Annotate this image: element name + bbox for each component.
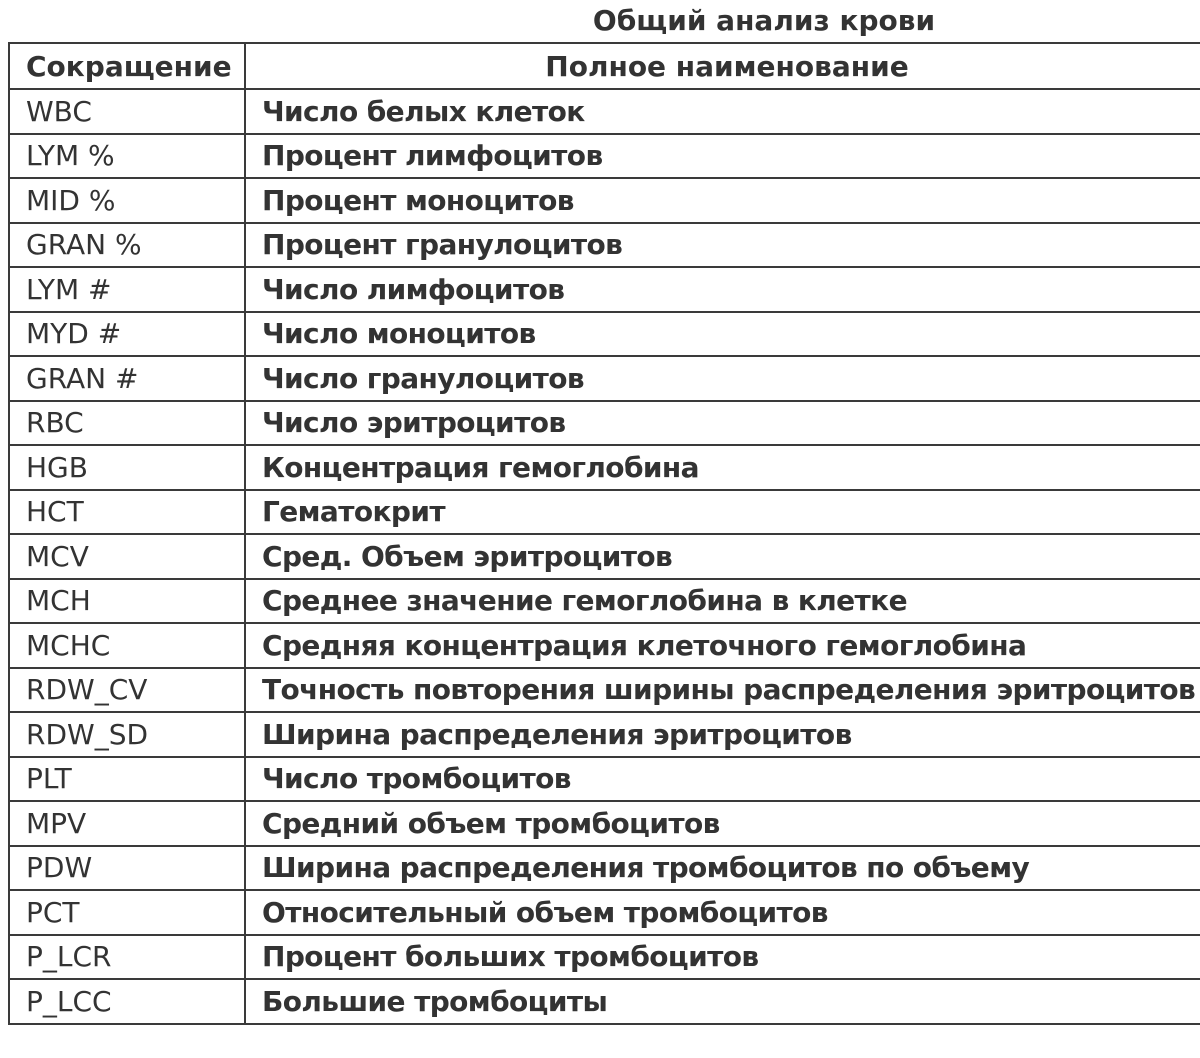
- table-row: [9, 979, 1200, 1024]
- table-row: [9, 445, 1200, 490]
- full-name-cell: Ширина распределения эритроцитов: [245, 712, 1200, 757]
- full-name-cell: Процент больших тромбоцитов: [245, 935, 1200, 980]
- full-name-cell: Гематокрит: [245, 490, 1200, 535]
- table-row: [9, 312, 1200, 357]
- abbreviation-cell: LYM #: [9, 267, 245, 312]
- abbreviation-cell: MCH: [9, 579, 245, 624]
- header-full-name: Полное наименование: [245, 43, 1200, 89]
- abbreviation-cell: PCT: [9, 890, 245, 935]
- table-row: [9, 846, 1200, 891]
- full-name-cell: Число лимфоцитов: [245, 267, 1200, 312]
- table-row: [9, 668, 1200, 713]
- full-name-cell: Большие тромбоциты: [245, 979, 1200, 1024]
- abbreviation-cell: P_LCC: [9, 979, 245, 1024]
- table-row: [9, 712, 1200, 757]
- abbreviation-cell: GRAN #: [9, 356, 245, 401]
- full-name-cell: Относительный объем тромбоцитов: [245, 890, 1200, 935]
- header-abbreviation: Сокращение: [9, 43, 245, 89]
- full-name-cell: Точность повторения ширины распределения эритроцитов: [245, 668, 1200, 713]
- abbreviation-cell: RDW_CV: [9, 668, 245, 713]
- full-name-cell: Ширина распределения тромбоцитов по объему: [245, 846, 1200, 891]
- table-row: [9, 267, 1200, 312]
- abbreviation-cell: LYM %: [9, 134, 245, 179]
- abbreviation-cell: MYD #: [9, 312, 245, 357]
- abbreviation-cell: PDW: [9, 846, 245, 891]
- full-name-cell: Число эритроцитов: [245, 401, 1200, 446]
- table-row: [9, 890, 1200, 935]
- table-row: [9, 534, 1200, 579]
- table-row: [9, 579, 1200, 624]
- full-name-cell: Средняя концентрация клеточного гемоглобина: [245, 623, 1200, 668]
- full-name-cell: Процент моноцитов: [245, 178, 1200, 223]
- full-name-cell: Среднее значение гемоглобина в клетке: [245, 579, 1200, 624]
- table-row: [9, 757, 1200, 802]
- full-name-cell: Концентрация гемоглобина: [245, 445, 1200, 490]
- table-row: [9, 89, 1200, 134]
- table-row: [9, 178, 1200, 223]
- table-row: [9, 623, 1200, 668]
- full-name-cell: Процент лимфоцитов: [245, 134, 1200, 179]
- abbreviation-cell: PLT: [9, 757, 245, 802]
- abbreviation-cell: P_LCR: [9, 935, 245, 980]
- table-row: [9, 401, 1200, 446]
- full-name-cell: Сред. Объем эритроцитов: [245, 534, 1200, 579]
- table-header-row: [9, 43, 1200, 89]
- abbreviation-cell: WBC: [9, 89, 245, 134]
- full-name-cell: Средний объем тромбоцитов: [245, 801, 1200, 846]
- table-row: [9, 223, 1200, 268]
- table-title: Общий анализ крови: [592, 4, 936, 37]
- abbreviation-cell: GRAN %: [9, 223, 245, 268]
- abbreviation-cell: MPV: [9, 801, 245, 846]
- abbreviation-cell: MCV: [9, 534, 245, 579]
- abbreviation-cell: MID %: [9, 178, 245, 223]
- abbreviation-cell: RDW_SD: [9, 712, 245, 757]
- abbreviation-cell: HCT: [9, 490, 245, 535]
- abbreviation-cell: RBC: [9, 401, 245, 446]
- table-row: [9, 356, 1200, 401]
- table-row: [9, 490, 1200, 535]
- full-name-cell: Число тромбоцитов: [245, 757, 1200, 802]
- full-name-cell: Процент гранулоцитов: [245, 223, 1200, 268]
- abbreviation-cell: HGB: [9, 445, 245, 490]
- full-name-cell: Число гранулоцитов: [245, 356, 1200, 401]
- full-name-cell: Число белых клеток: [245, 89, 1200, 134]
- abbreviation-cell: MCHC: [9, 623, 245, 668]
- table-row: [9, 801, 1200, 846]
- table-row: [9, 935, 1200, 980]
- table-row: [9, 134, 1200, 179]
- full-name-cell: Число моноцитов: [245, 312, 1200, 357]
- blood-test-table: [8, 42, 1200, 1025]
